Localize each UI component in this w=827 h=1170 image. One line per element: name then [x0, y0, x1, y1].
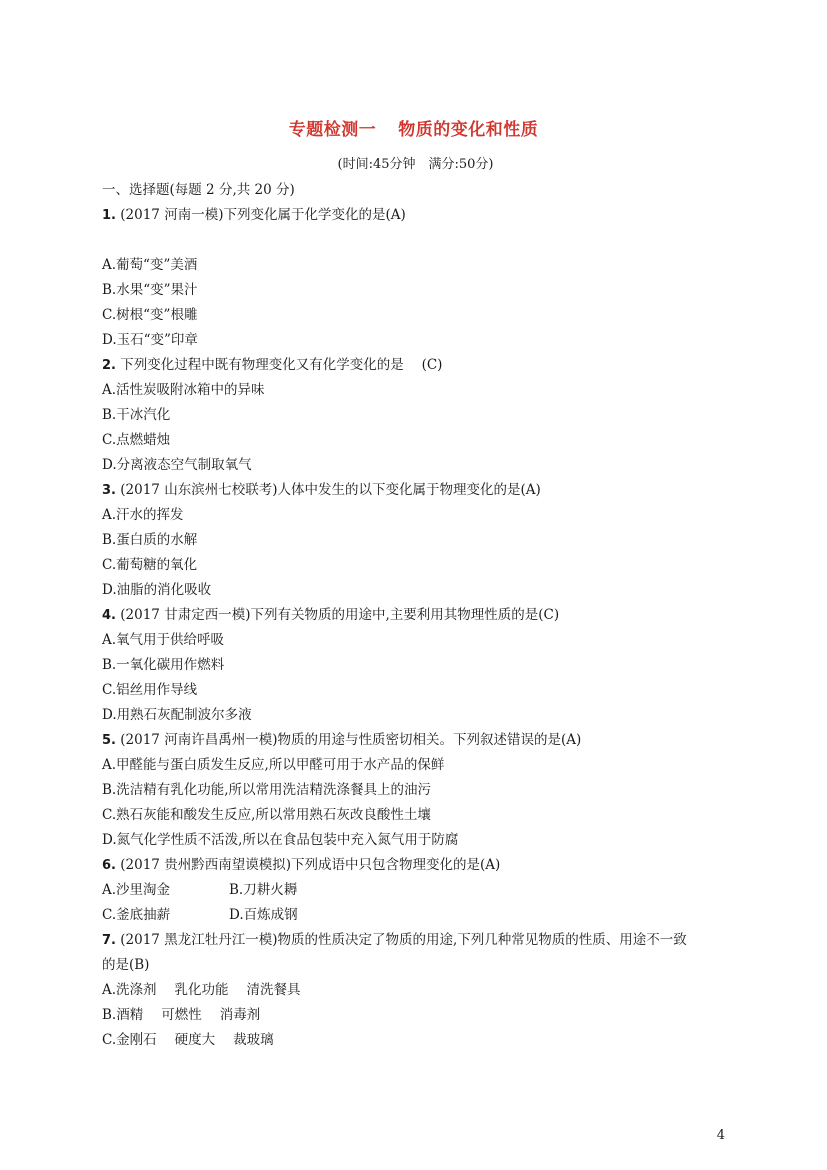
option-c: [102, 1028, 742, 1053]
question-number: 2.: [102, 358, 116, 373]
option-label: C.金刚石: [102, 1032, 157, 1048]
option-d: D.玉石“变”印章: [102, 332, 198, 348]
question-text: (2017 河南一模)下列变化属于化学变化的是(A): [115, 207, 406, 223]
option-property: 硬度大: [174, 1032, 216, 1048]
option-label: B.酒精: [102, 1007, 144, 1023]
option-c: C.葡萄糖的氧化: [102, 557, 198, 573]
question-2-stem: [102, 353, 742, 378]
question-content: [102, 178, 742, 1053]
option-use: 清洗餐具: [246, 982, 301, 998]
question-number: 1.: [102, 208, 116, 223]
option-use: 裁玻璃: [233, 1032, 274, 1048]
answer-space: [102, 228, 742, 253]
question-6-stem: [102, 853, 742, 878]
option-c: C.树根“变”根雕: [102, 307, 198, 323]
section-heading: 一、选择题(每题 2 分,共 20 分): [102, 182, 295, 198]
option-d: D.分离液态空气制取氧气: [102, 457, 252, 473]
option-d: D.百炼成钢: [229, 907, 298, 923]
question-5-stem: [102, 728, 742, 753]
question-7-stem-continued: 的是(B): [102, 957, 150, 973]
question-text: 下列变化过程中既有物理变化又有化学变化的是 (C): [115, 357, 443, 373]
question-number: 5.: [102, 733, 116, 748]
question-number: 7.: [102, 933, 116, 948]
question-text: (2017 甘肃定西一模)下列有关物质的用途中,主要利用其物理性质的是(C): [115, 607, 560, 623]
question-7-stem: [102, 928, 742, 953]
option-d: D.氮气化学性质不活泼,所以在食品包装中充入氮气用于防腐: [102, 832, 459, 848]
option-d: D.用熟石灰配制波尔多液: [102, 707, 252, 723]
question-4-stem: [102, 603, 742, 628]
option-a: A.沙里淘金: [102, 882, 171, 898]
title-part-2: 物质的变化和性质: [398, 120, 539, 140]
option-b: B.一氧化碳用作燃料: [102, 657, 225, 673]
option-a: A.甲醛能与蛋白质发生反应,所以甲醛可用于水产品的保鲜: [102, 757, 445, 773]
question-text: (2017 黑龙江牡丹江一模)物质的性质决定了物质的用途,下列几种常见物质的性质、用途不一致: [115, 932, 687, 948]
option-c: C.点燃蜡烛: [102, 432, 171, 448]
page-title: [0, 115, 827, 140]
option-use: 消毒剂: [219, 1007, 261, 1023]
question-1-stem: [102, 203, 742, 228]
question-number: 3.: [102, 483, 116, 498]
option-property: 乳化功能: [174, 982, 229, 998]
option-b: B.蛋白质的水解: [102, 532, 198, 548]
option-row-cd: [102, 903, 742, 928]
question-number: 4.: [102, 608, 116, 623]
option-b: B.干冰汽化: [102, 407, 171, 423]
question-text: (2017 河南许昌禹州一模)物质的用途与性质密切相关。下列叙述错误的是(A): [115, 732, 582, 748]
option-a: A.活性炭吸附冰箱中的异味: [102, 382, 265, 398]
option-b: B.刀耕火耨: [229, 882, 298, 898]
option-b: [102, 1003, 742, 1028]
question-text: (2017 贵州黔西南望谟模拟)下列成语中只包含物理变化的是(A): [115, 857, 501, 873]
option-c: C.熟石灰能和酸发生反应,所以常用熟石灰改良酸性土壤: [102, 807, 431, 823]
question-3-stem: [102, 478, 742, 503]
title-part-1: 专题检测一: [288, 120, 377, 140]
question-number: 6.: [102, 858, 116, 873]
option-row-ab: [102, 878, 742, 903]
option-a: A.葡萄“变”美酒: [102, 257, 198, 273]
exam-info: (时间:45分钟 满分:50分): [337, 157, 494, 172]
option-a: A.氧气用于供给呼吸: [102, 632, 225, 648]
option-d: D.油脂的消化吸收: [102, 582, 212, 598]
question-text: (2017 山东滨州七校联考)人体中发生的以下变化属于物理变化的是(A): [115, 482, 541, 498]
option-a: [102, 978, 742, 1003]
option-b: B.水果“变”果汁: [102, 282, 198, 298]
option-c: C.铝丝用作导线: [102, 682, 198, 698]
option-b: B.洗洁精有乳化功能,所以常用洗洁精洗涤餐具上的油污: [102, 782, 432, 798]
page-number: 4: [716, 1128, 725, 1143]
option-property: 可燃性: [161, 1007, 202, 1023]
option-c: C.釜底抽薪: [102, 907, 171, 923]
option-a: A.汗水的挥发: [102, 507, 184, 523]
option-label: A.洗涤剂: [102, 982, 157, 998]
